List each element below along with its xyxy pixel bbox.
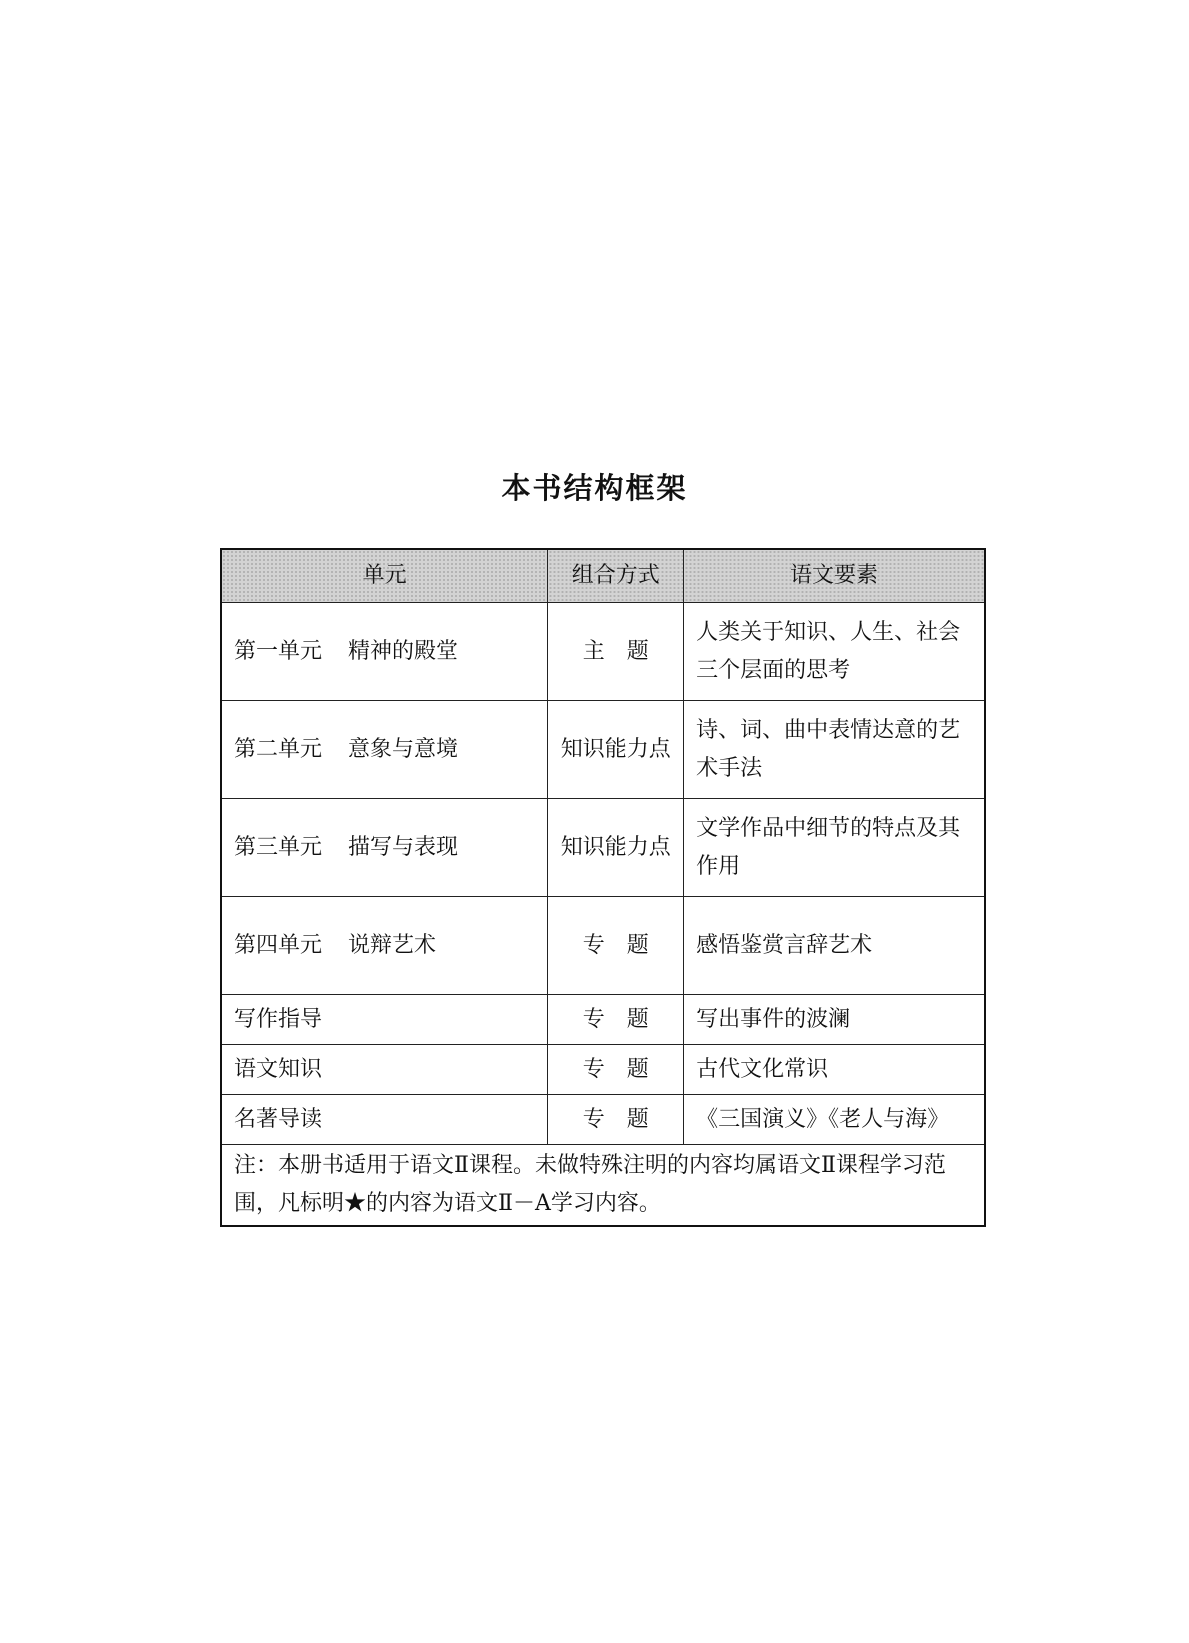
- unit-number: 第一单元: [234, 638, 323, 664]
- note-row: [221, 1145, 985, 1227]
- unit-number: 第四单元: [234, 932, 323, 958]
- element-cell: 写出事件的波澜: [684, 995, 985, 1045]
- table-row: [221, 1095, 985, 1145]
- table-note: 注：本册书适用于语文Ⅱ课程。未做特殊注明的内容均属语文Ⅱ课程学习范围，凡标明★的内容为语文Ⅱ－A学习内容。: [221, 1145, 985, 1227]
- mode-cell: 知识能力点: [548, 701, 684, 799]
- unit-name: 意象与意境: [348, 736, 459, 762]
- page-title: 本书结构框架: [501, 471, 688, 505]
- unit-cell: [221, 701, 548, 799]
- mode-cell: 专 题: [548, 1095, 684, 1145]
- mode-cell: 专 题: [548, 897, 684, 995]
- mode-cell: 知识能力点: [548, 799, 684, 897]
- table-header-row: [221, 549, 985, 603]
- unit-number: 第三单元: [234, 834, 323, 860]
- unit-cell: 名著导读: [221, 1095, 548, 1145]
- unit-number: 第二单元: [234, 736, 323, 762]
- unit-cell: [221, 897, 548, 995]
- unit-cell: 语文知识: [221, 1045, 548, 1095]
- unit-name: 说辩艺术: [348, 932, 437, 958]
- unit-name: 精神的殿堂: [348, 638, 459, 664]
- header-mode: 组合方式: [548, 549, 684, 603]
- table-row: [221, 603, 985, 701]
- table-row: [221, 897, 985, 995]
- unit-cell: [221, 799, 548, 897]
- element-cell: 诗、词、曲中表情达意的艺术手法: [684, 701, 985, 799]
- unit-cell: [221, 603, 548, 701]
- mode-cell: 专 题: [548, 1045, 684, 1095]
- table-row: [221, 1045, 985, 1095]
- table-row: [221, 799, 985, 897]
- element-cell: 古代文化常识: [684, 1045, 985, 1095]
- table-row: [221, 995, 985, 1045]
- element-cell: 文学作品中细节的特点及其作用: [684, 799, 985, 897]
- element-cell: 感悟鉴赏言辞艺术: [684, 897, 985, 995]
- mode-cell: 主 题: [548, 603, 684, 701]
- element-cell: 人类关于知识、人生、社会三个层面的思考: [684, 603, 985, 701]
- unit-name: 描写与表现: [348, 834, 459, 860]
- header-element: 语文要素: [684, 549, 985, 603]
- mode-cell: 专 题: [548, 995, 684, 1045]
- element-cell: 《三国演义》《老人与海》: [684, 1095, 985, 1145]
- table-row: [221, 701, 985, 799]
- structure-table: [220, 548, 986, 1227]
- header-unit: 单元: [221, 549, 548, 603]
- unit-cell: 写作指导: [221, 995, 548, 1045]
